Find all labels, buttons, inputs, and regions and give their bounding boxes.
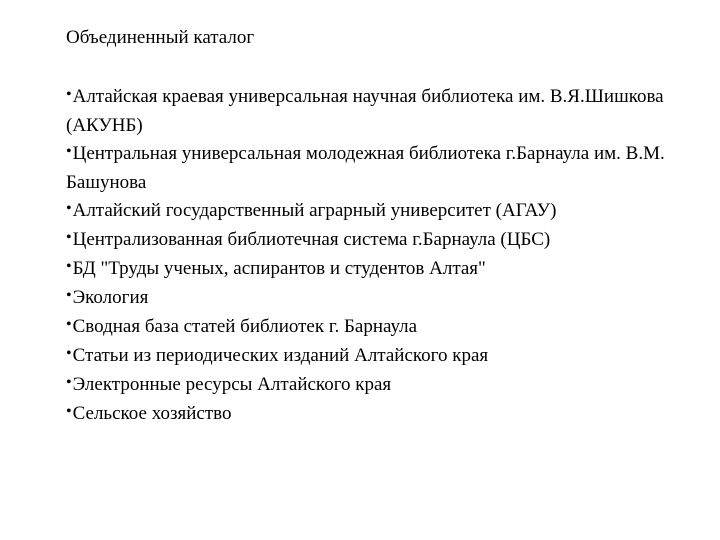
catalog-item-label: Статьи из периодических изданий Алтайского края [72,345,489,366]
catalog-item-label: Экология [72,287,149,308]
bullet-icon: • [66,316,72,333]
bullet-icon: • [66,287,72,304]
catalog-item-label: Электронные ресурсы Алтайского края [72,374,392,395]
catalog-item-agau[interactable] [66,197,706,226]
catalog-item-ecology[interactable] [66,284,706,313]
catalog-item-label: Алтайский государственный аграрный университет (АГАУ) [72,200,557,221]
bullet-icon: • [66,86,72,103]
catalog-item-periodicals[interactable] [66,342,706,371]
bullet-icon: • [66,229,72,246]
catalog-item-articles-barnaul[interactable] [66,313,706,342]
catalog-item-youth-library[interactable] [66,140,706,197]
catalog-item-e-resources[interactable] [66,371,706,400]
catalog-item-cbs[interactable] [66,226,706,255]
catalog-item-agriculture[interactable] [66,400,706,429]
catalog-item-label: БД "Труды ученых, аспирантов и студентов Алтая" [72,258,486,279]
catalog-item-label: Сельское хозяйство [72,403,232,424]
catalog-item-label: Централизованная библиотечная система г.Барнаула (ЦБС) [72,229,551,250]
catalog-item-label: Алтайская краевая универсальная научная библиотека им. В.Я.Шишкова (АКУНБ) [66,86,664,136]
catalog-item-scholars-db[interactable] [66,255,706,284]
bullet-icon: • [66,143,72,160]
catalog-item-akunb[interactable] [66,83,706,140]
bullet-icon: • [66,258,72,275]
catalog-item-label: Сводная база статей библиотек г. Барнаула [72,316,418,337]
bullet-icon: • [66,403,72,420]
bullet-icon: • [66,200,72,217]
catalog-title: Объединенный каталог [66,27,255,48]
bullet-icon: • [66,345,72,362]
catalog-item-label: Центральная универсальная молодежная библиотека г.Барнаула им. В.М. Башунова [66,143,665,193]
catalog-list [66,83,706,429]
bullet-icon: • [66,374,72,391]
